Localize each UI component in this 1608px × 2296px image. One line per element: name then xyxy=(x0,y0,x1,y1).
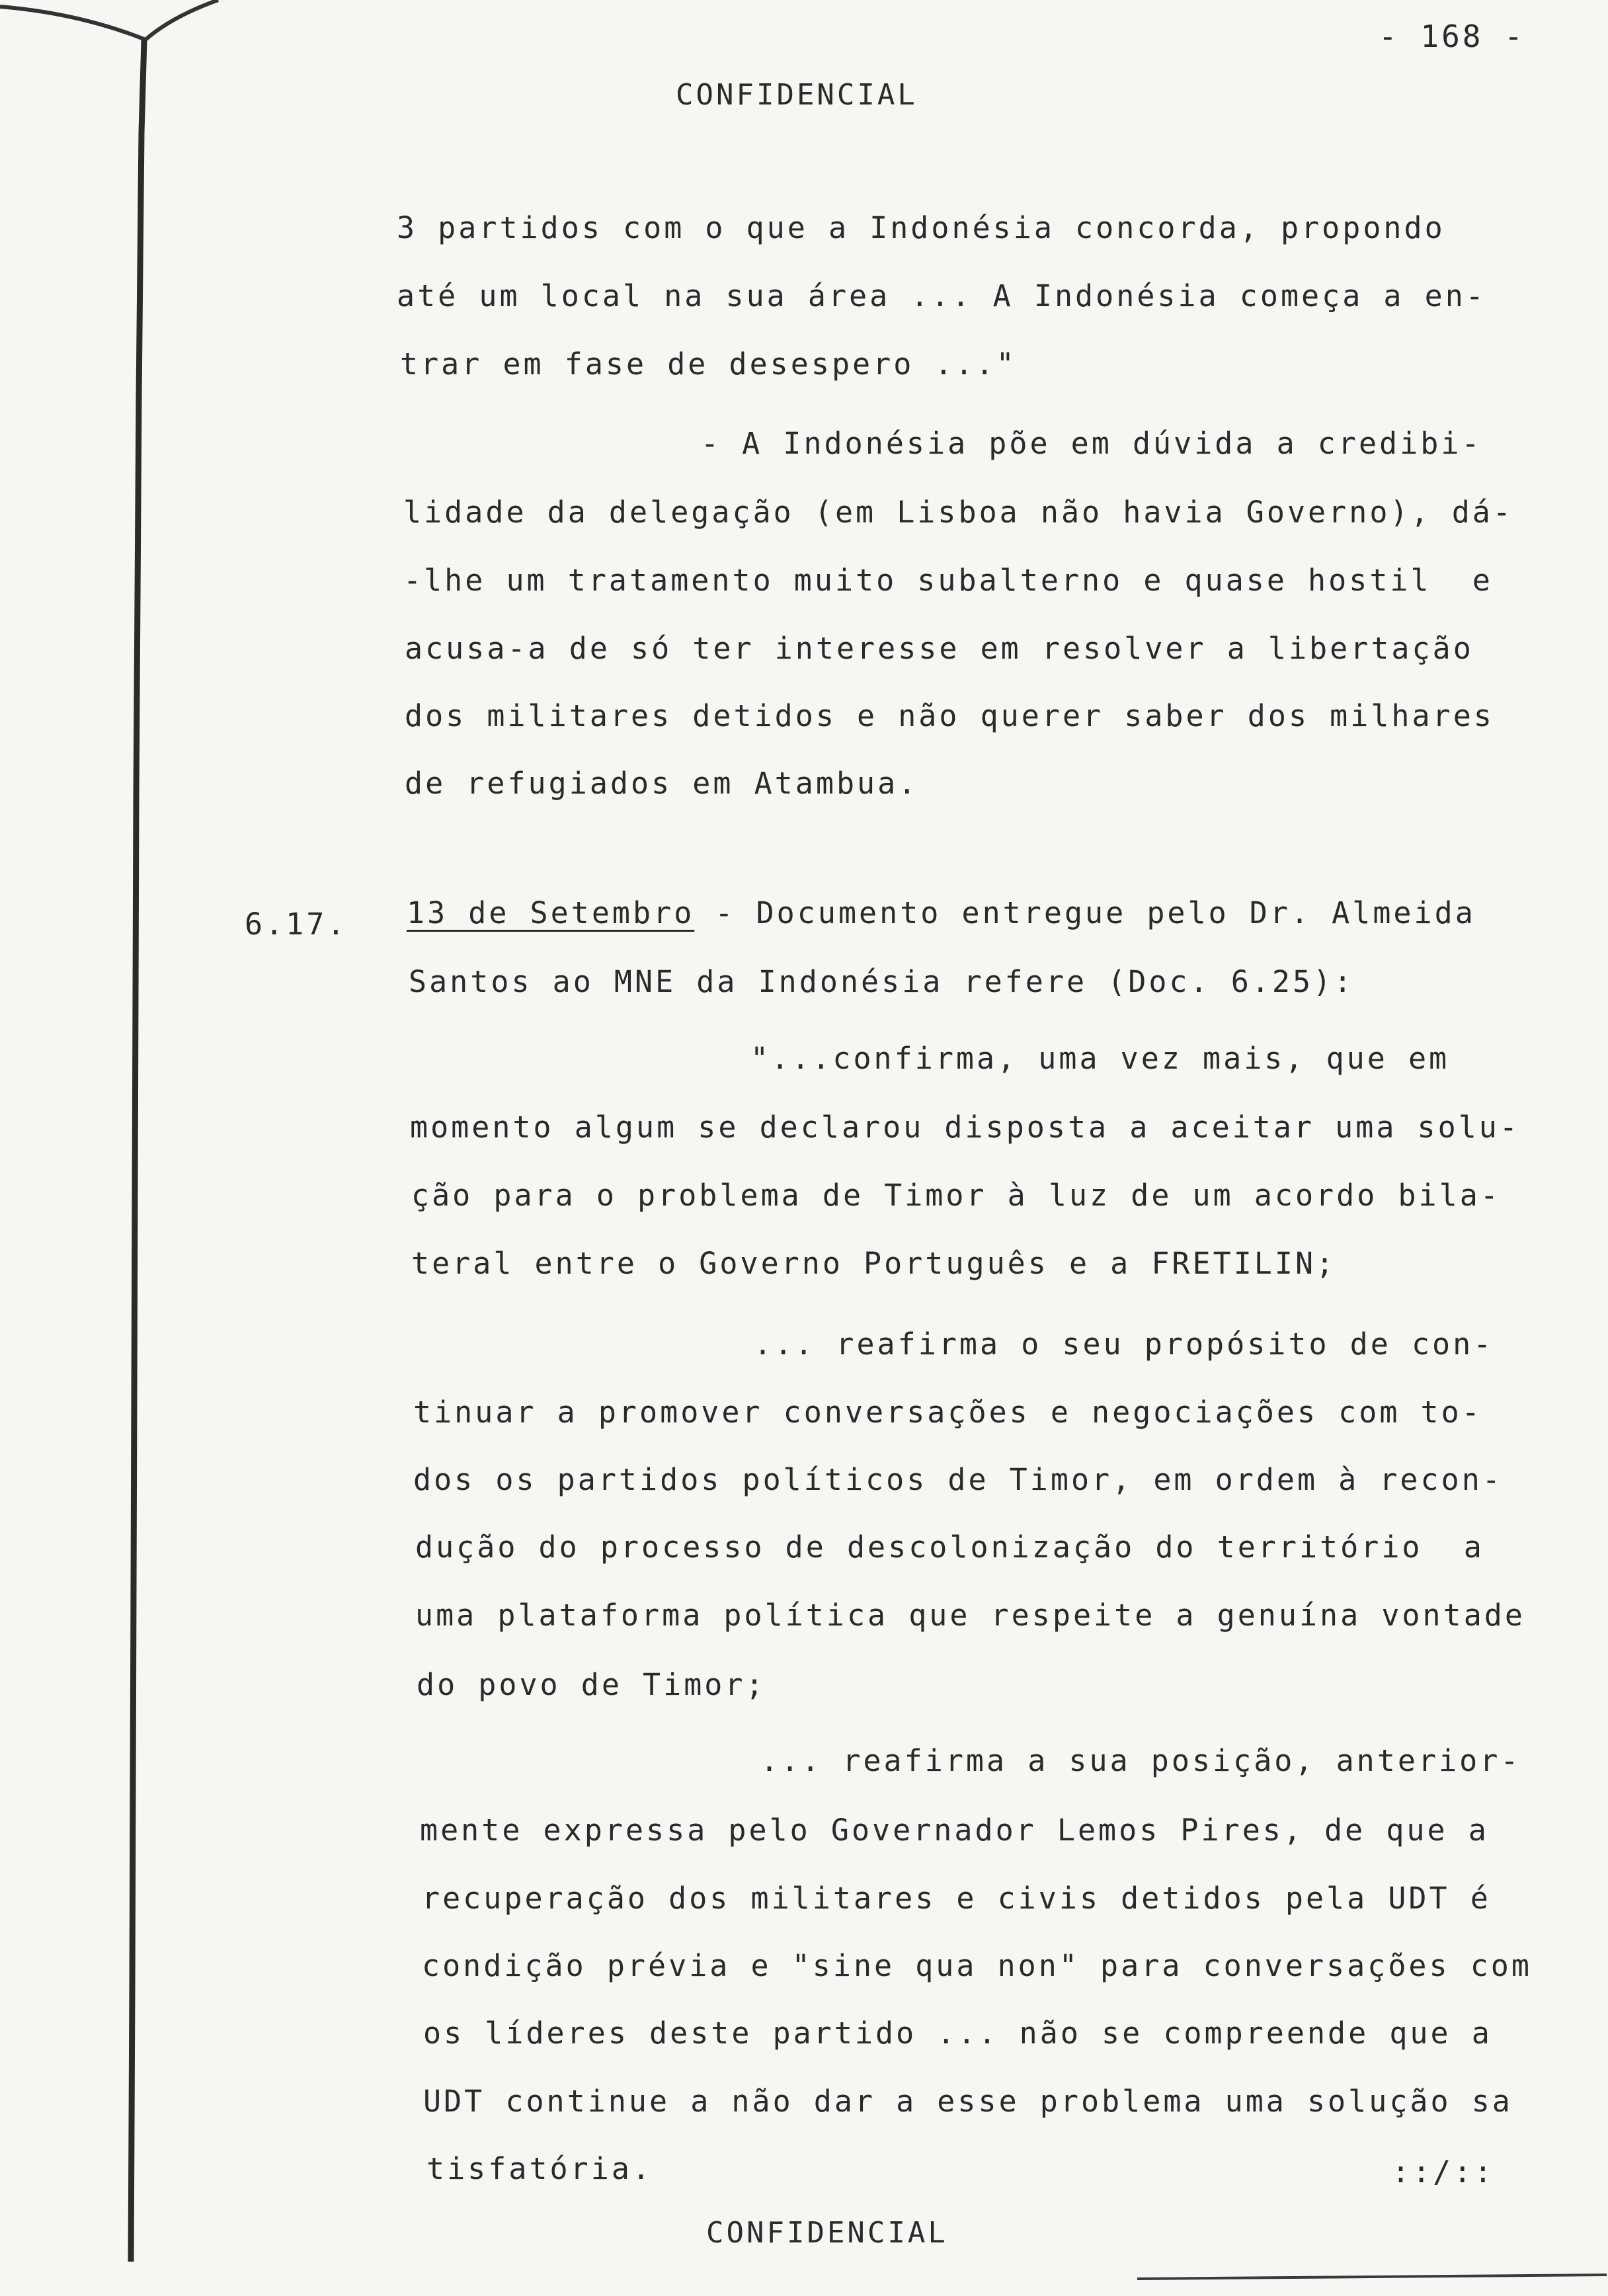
section-number: 6.17. xyxy=(245,907,348,942)
section-date: 13 de Setembro xyxy=(407,895,695,930)
text-line: - A Indonésia põe em dúvida a credibi- xyxy=(701,426,1482,461)
text-line: Santos ao MNE da Indonésia refere (Doc. 6.25): xyxy=(409,964,1355,999)
text-line: uma plataforma política que respeite a genuína vontade xyxy=(415,1598,1525,1633)
text-line: ção para o problema de Timor à luz de um acordo bila- xyxy=(411,1178,1501,1213)
section-heading xyxy=(407,895,1476,930)
text-line: momento algum se declarou disposta a aceitar uma solu- xyxy=(410,1110,1520,1145)
text-line: UDT continue a não dar a esse problema uma solução sa xyxy=(423,2084,1513,2119)
text-line: condição prévia e "sine qua non" para conversações com xyxy=(422,1948,1532,1983)
page-number: - 168 - xyxy=(1379,19,1525,54)
text-line: ... reafirma a sua posição, anterior- xyxy=(760,1743,1521,1778)
text-line: dos militares detidos e não querer saber dos milhares xyxy=(405,698,1494,733)
text-line: dução do processo de descolonização do território a xyxy=(415,1530,1484,1565)
text-line: dos os partidos políticos de Timor, em ordem à recon- xyxy=(413,1462,1503,1497)
footer-classification: CONFIDENCIAL xyxy=(706,2216,948,2250)
text-line: trar em fase de desespero ..." xyxy=(400,347,1017,382)
text-line: de refugiados em Atambua. xyxy=(405,766,919,801)
section-heading-rest: - Documento entregue pelo Dr. Almeida xyxy=(694,895,1476,930)
text-line: recuperação dos militares e civis detidos pela UDT é xyxy=(422,1881,1491,1916)
text-line: mente expressa pelo Governador Lemos Pires, de que a xyxy=(420,1813,1489,1848)
text-line: lidade da delegação (em Lisboa não havia Governo), dá- xyxy=(403,495,1513,530)
text-line: "...confirma, uma vez mais, que em xyxy=(750,1041,1450,1076)
continuation-mark: ::/:: xyxy=(1392,2154,1495,2190)
text-line: tisfatória. xyxy=(426,2151,653,2186)
header-classification: CONFIDENCIAL xyxy=(676,78,918,112)
text-line: ... reafirma o seu propósito de con- xyxy=(754,1327,1494,1362)
text-line: -lhe um tratamento muito subalterno e quase hostil e xyxy=(403,563,1493,598)
text-line: do povo de Timor; xyxy=(417,1667,766,1702)
text-line: 3 partidos com o que a Indonésia concorda, propondo xyxy=(397,210,1445,245)
text-line: os líderes deste partido ... não se compreende que a xyxy=(423,2016,1492,2051)
text-line: até um local na sua área ... A Indonésia começa a en- xyxy=(397,278,1486,313)
text-line: teral entre o Governo Português e a FRETILIN; xyxy=(411,1246,1337,1281)
text-line: acusa-a de só ter interesse em resolver a libertação xyxy=(405,631,1474,666)
text-line: tinuar a promover conversações e negociações com to- xyxy=(413,1395,1482,1430)
